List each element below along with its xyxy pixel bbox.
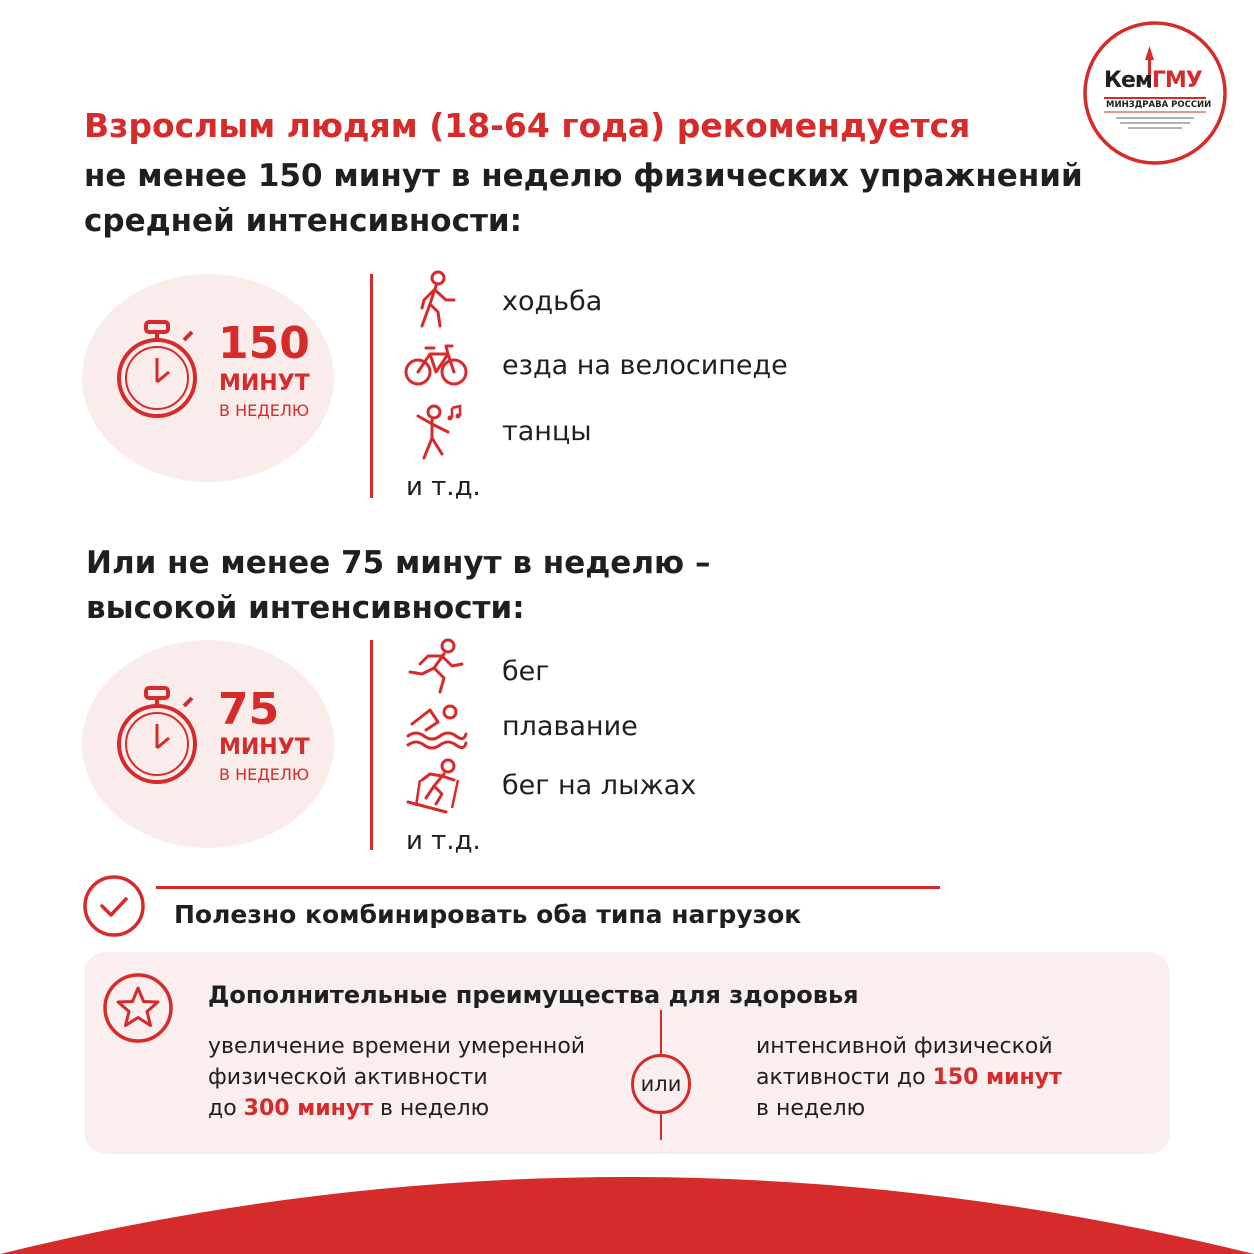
activity-cycling: езда на велосипеде — [502, 350, 788, 381]
vigorous-per-week: В НЕДЕЛЮ — [219, 765, 310, 784]
running-icon — [406, 638, 466, 694]
logo-subtitle: МИНЗДРАВА РОССИИ — [1106, 100, 1212, 110]
star-icon — [102, 972, 174, 1044]
activity-walking: ходьба — [502, 286, 603, 317]
moderate-etc: и т.д. — [406, 472, 481, 502]
moderate-number: 150 — [218, 318, 310, 369]
heading-line1: Взрослым людям (18-64 года) рекомендуется — [84, 106, 971, 145]
logo-name-part1: Кем — [1104, 68, 1152, 93]
logo-emblem — [1082, 20, 1228, 166]
benefits-left-highlight: 300 минут — [243, 1096, 373, 1121]
vigorous-heading-line1: Или не менее 75 минут в неделю – — [86, 545, 711, 581]
swimming-icon — [404, 700, 468, 750]
benefits-left-line3-post: в неделю — [372, 1096, 490, 1121]
benefits-right-line3: в неделю — [756, 1096, 866, 1121]
benefits-left-line3-pre: до — [208, 1096, 244, 1121]
vigorous-divider — [370, 640, 373, 850]
stopwatch-icon — [114, 318, 204, 422]
vigorous-heading-line2: высокой интенсивности: — [86, 590, 525, 626]
moderate-per-week: В НЕДЕЛЮ — [219, 401, 310, 420]
heading-line3: средней интенсивности: — [84, 203, 523, 239]
benefits-left — [208, 1031, 585, 1124]
benefits-left-line1: увеличение времени умеренной — [208, 1034, 586, 1059]
stopwatch-icon — [114, 684, 204, 788]
logo-name-part2: ГМУ — [1151, 68, 1202, 93]
combine-line — [156, 886, 940, 889]
benefits-right-highlight: 150 минут — [932, 1065, 1062, 1090]
benefits-right-line1: интенсивной физической — [756, 1034, 1053, 1059]
moderate-unit: МИНУТ — [219, 371, 310, 396]
check-icon — [82, 874, 146, 938]
activity-running: бег — [502, 656, 550, 687]
benefits-title: Дополнительные преимущества для здоровья — [208, 981, 859, 1009]
activity-swimming: плавание — [502, 711, 638, 742]
bottom-arc — [0, 1160, 1254, 1254]
vigorous-etc: и т.д. — [406, 826, 481, 856]
vigorous-unit: МИНУТ — [219, 735, 310, 760]
benefits-right-line2-pre: активности до — [756, 1065, 933, 1090]
activity-skiing: бег на лыжах — [502, 770, 697, 801]
benefits-left-line2: физической активности — [208, 1065, 488, 1090]
logo — [1082, 20, 1228, 166]
skiing-icon — [406, 758, 468, 814]
activity-dancing: танцы — [502, 416, 592, 447]
vigorous-number: 75 — [218, 684, 280, 735]
bicycle-icon — [404, 342, 468, 388]
benefits-right — [756, 1031, 1062, 1124]
or-badge: или — [631, 1054, 691, 1114]
moderate-divider — [370, 274, 373, 498]
dancing-icon — [408, 402, 466, 462]
heading-line2: не менее 150 минут в неделю физических упражнений — [84, 158, 1083, 194]
combine-text: Полезно комбинировать оба типа нагрузок — [174, 900, 802, 929]
walking-icon — [410, 270, 460, 330]
